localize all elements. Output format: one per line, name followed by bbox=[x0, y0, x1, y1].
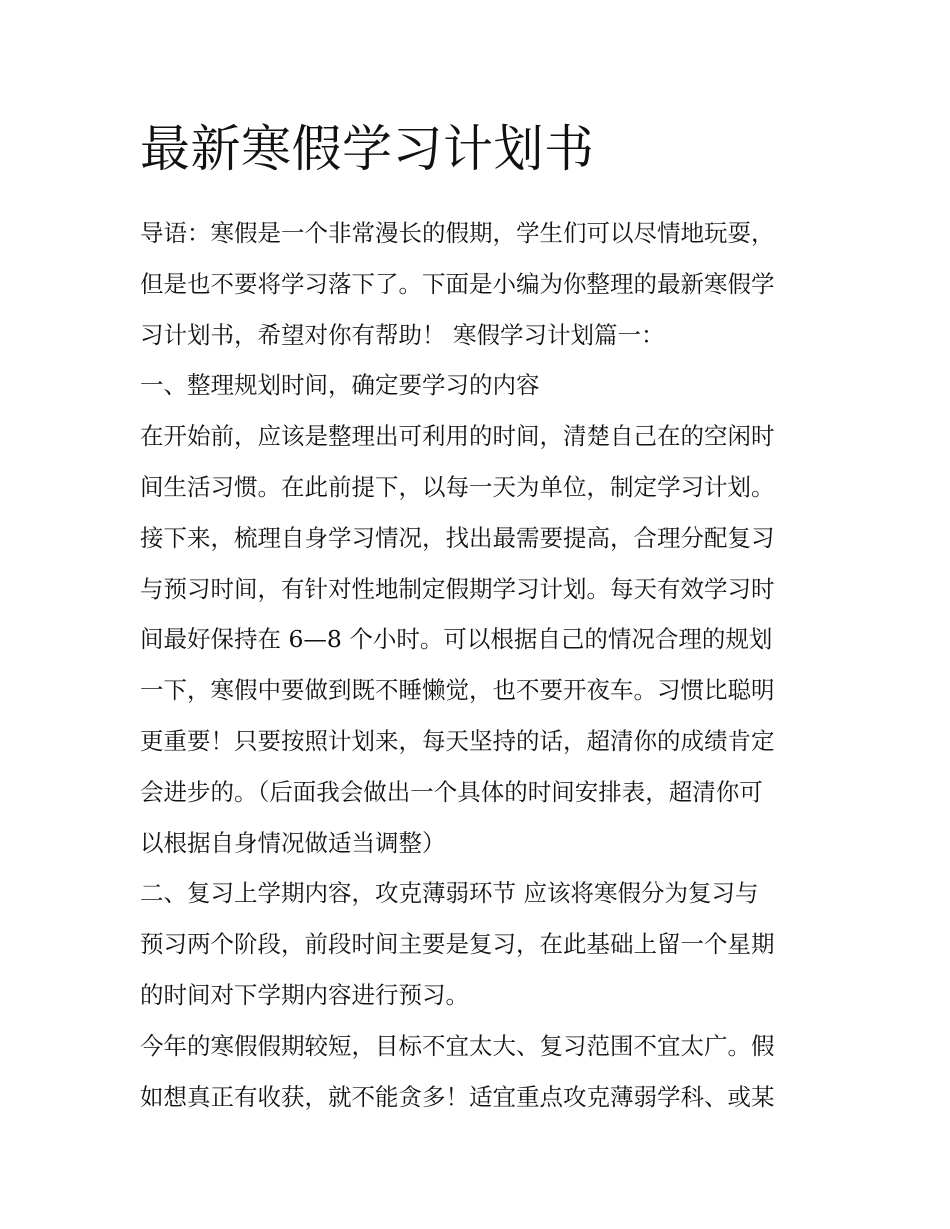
text-line: 如想真正有收获，就不能贪多！适宜重点攻克薄弱学科、或某 bbox=[140, 1082, 775, 1111]
document-body bbox=[140, 112, 812, 1122]
text-line: 更重要！只要按照计划来，每天坚持的话，超清你的成绩肯定 bbox=[140, 726, 775, 755]
text-line: 一下，寒假中要做到既不睡懒觉，也不要开夜车。习惯比聪明 bbox=[140, 676, 775, 705]
text-line: 今年的寒假假期较短，目标不宜太大、复习范围不宜太广。假 bbox=[140, 1031, 775, 1060]
text-line: 的时间对下学期内容进行预习。 bbox=[140, 980, 469, 1009]
section-heading-1: 一、整理规划时间，确定要学习的内容 bbox=[140, 371, 540, 400]
text-line: 习计划书，希望对你有帮助！ 寒假学习计划篇一： bbox=[140, 320, 665, 349]
text-line: 在开始前，应该是整理出可利用的时间，清楚自己在的空闲时 bbox=[140, 422, 775, 451]
text-line: 与预习时间，有针对性地制定假期学习计划。每天有效学习时 bbox=[140, 574, 775, 603]
document-title: 最新寒假学习计划书 bbox=[140, 120, 595, 178]
text-line: 会进步的。（后面我会做出一个具体的时间安排表，超清你可 bbox=[140, 777, 763, 806]
text-line: 以根据自身情况做适当调整） bbox=[140, 828, 446, 857]
text-line: 预习两个阶段，前段时间主要是复习，在此基础上留一个星期 bbox=[140, 930, 775, 959]
text-line: 导语：寒假是一个非常漫长的假期，学生们可以尽情地玩耍， bbox=[140, 219, 775, 247]
text-line: 但是也不要将学习落下了。下面是小编为你整理的最新寒假学 bbox=[140, 269, 775, 298]
text-line: 间最好保持在 6—8 个小时。可以根据自己的情况合理的规划 bbox=[140, 625, 773, 654]
section-heading-2: 二、复习上学期内容，攻克薄弱环节 应该将寒假分为复习与 bbox=[140, 879, 759, 908]
text-line: 间生活习惯。在此前提下，以每一天为单位，制定学习计划。 bbox=[140, 472, 775, 501]
text-line: 接下来，梳理自身学习情况，找出最需要提高，合理分配复习 bbox=[140, 523, 775, 552]
